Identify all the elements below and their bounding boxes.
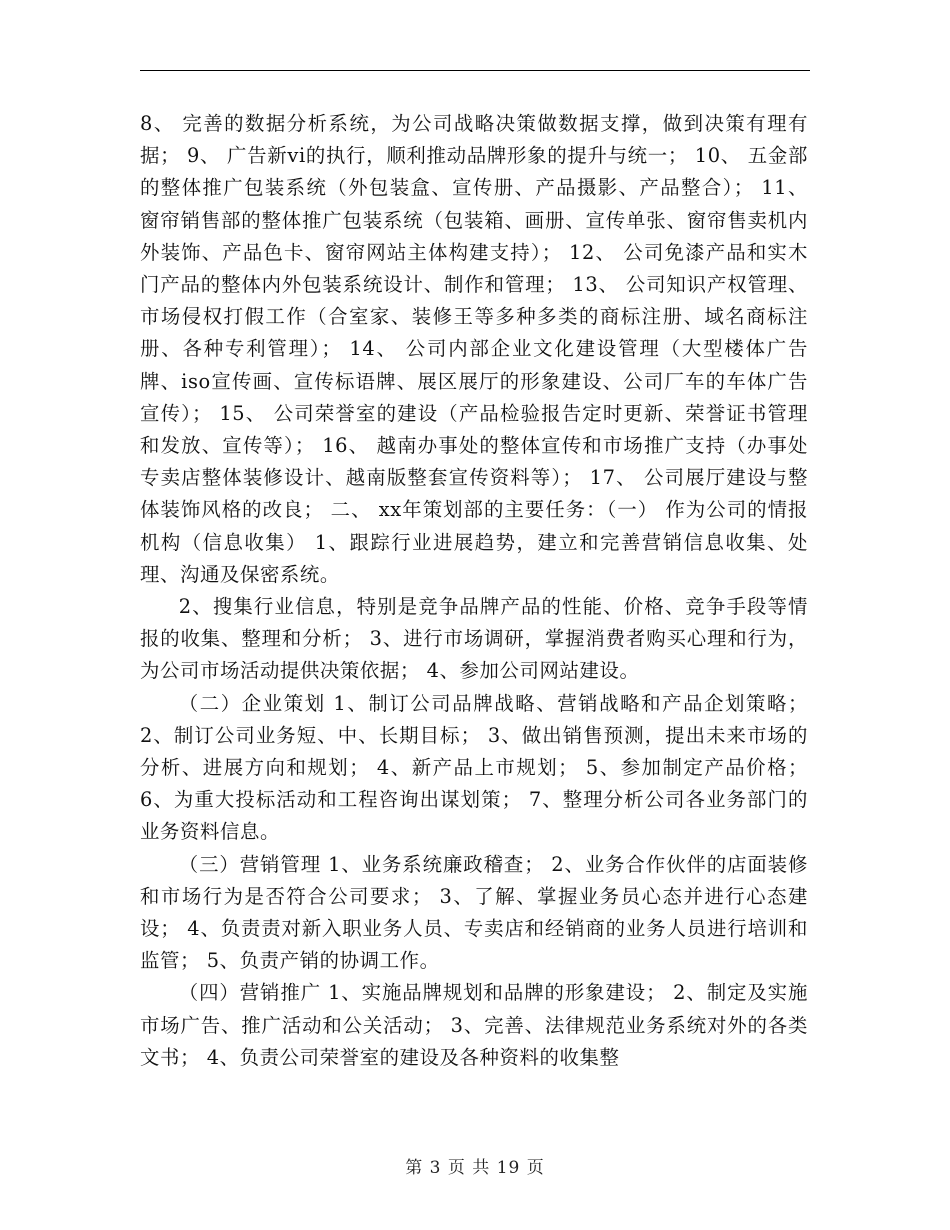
header-rule	[140, 70, 810, 71]
paragraph-2: 2、搜集行业信息，特别是竞争品牌产品的性能、价格、竞争手段等情报的收集、整理和分析； 3、进行市场调研，掌握消费者购买心理和行为，为公司市场活动提供决策依据； 4、参加公司网站建设。	[140, 595, 808, 683]
paragraph-3: （二）企业策划 1、制订公司品牌战略、营销战略和产品企划策略； 2、制订公司业务短、中、长期目标； 3、做出销售预测，提出未来市场的分析、进展方向和规划； 4、新产品上市规划； 5、参加制定产品价格； 6、为重大投标活动和工程咨询出谋划策； 7、整理分析公司各业务部门的业务资料信息。	[140, 691, 808, 844]
page-number-footer: 第 3 页 共 19 页	[405, 1158, 545, 1178]
document-body	[140, 108, 808, 1074]
paragraph-5: （四）营销推广 1、实施品牌规划和品牌的形象建设； 2、制定及实施市场广告、推广活动和公关活动； 3、完善、法律规范业务系统对外的各类文书； 4、负责公司荣誉室的建设及各种资料的收集整	[140, 981, 808, 1069]
paragraph-1: 8、 完善的数据分析系统，为公司战略决策做数据支撑，做到决策有理有据； 9、 广告新vi的执行，顺利推动品牌形象的提升与统一； 10、 五金部的整体推广包装系统（外包装盒、宣传册、产品摄影、产品整合）； 11、 窗帘销售部的整体推广包装系统（包装箱、画册、宣传单张、窗帘售卖机内外装饰、产品色卡、窗帘网站主体构建支持）； 12、 公司免漆产品和实木门产品的整体内外包装系统设计、制作和管理； 13、 公司知识产权管理、市场侵权打假工作（合室家、装修王等多种多类的商标注册、域名商标注册、各种专利管理）； 14、 公司内部企业文化建设管理（大型楼体广告牌、iso宣传画、宣传标语牌、展区展厅的形象建设、公司厂车的车体广告宣传）； 15、 公司荣誉室的建设（产品检验报告定时更新、荣誉证书管理和发放、宣传等）； 16、 越南办事处的整体宣传和市场推广支持（办事处专卖店整体装修设计、越南版整套宣传资料等）； 17、 公司展厅建设与整体装饰风格的改良； 二、 xx年策划部的主要任务：（一） 作为公司的情报机构（信息收集） 1、跟踪行业进展趋势，建立和完善营销信息收集、处理、沟通及保密系统。	[140, 112, 808, 586]
paragraph-4: （三）营销管理 1、业务系统廉政稽查； 2、业务合作伙伴的店面装修和市场行为是否符合公司要求； 3、了解、掌握业务员心态并进行心态建设； 4、负责责对新入职业务人员、专卖店和经销商的业务人员进行培训和监管； 5、负责产销的协调工作。	[140, 852, 808, 973]
